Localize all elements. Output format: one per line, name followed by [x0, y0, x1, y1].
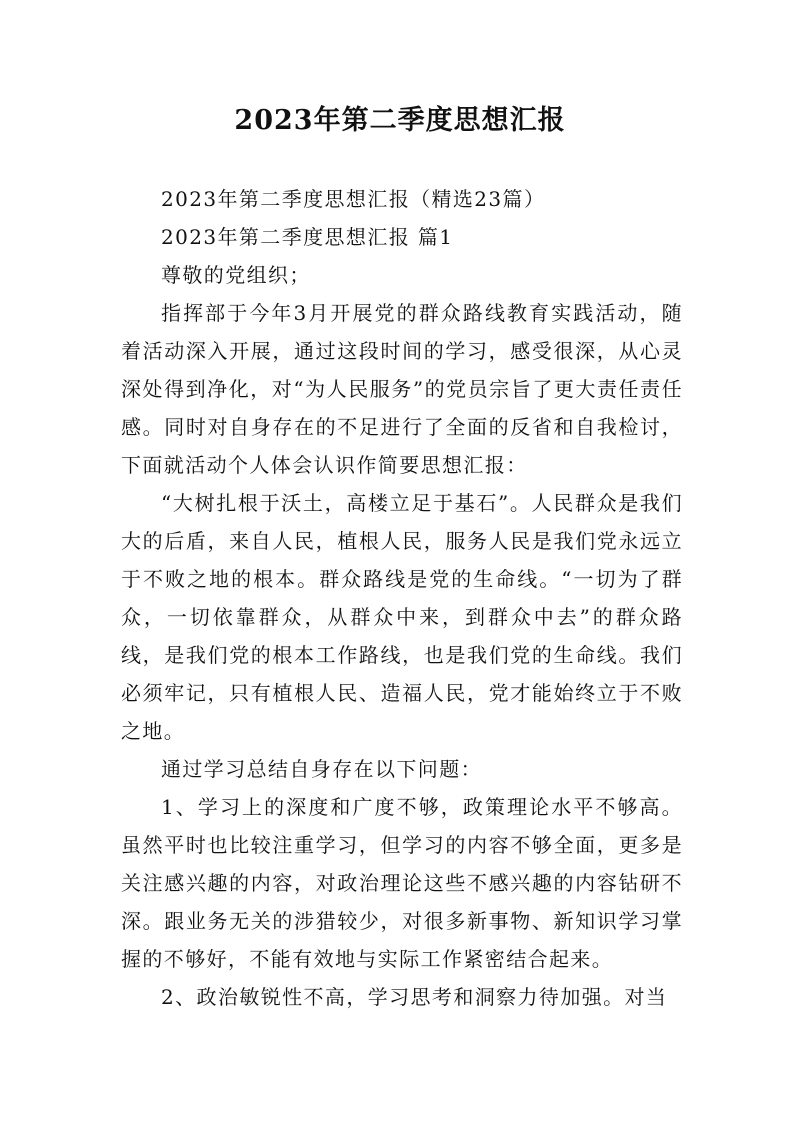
document-title: 2023年第二季度思想汇报 [234, 105, 566, 136]
body-paragraph: 2、政治敏锐性不高，学习思考和洞察力待加强。对当 [161, 985, 668, 1009]
body-paragraph: 1、学习上的深度和广度不够，政策理论水平不够高。虽然平时也比较注重学习，但学习的内容不够全面，更多是关注感兴趣的内容，对政治理论这些不感兴趣的内容钻研不深。跟业务无关的涉猎较少，对很多新事物、新知识学习掌握的不够好，不能有效地与实际工作紧密结合起来。 [121, 795, 683, 971]
section-heading: 2023年第二季度思想汇报 篇1 [161, 225, 454, 249]
salutation: 尊敬的党组织； [161, 263, 311, 287]
document-body [121, 180, 683, 1016]
body-paragraph: 通过学习总结自身存在以下问题： [161, 757, 482, 781]
body-paragraph: 指挥部于今年3月开展党的群众路线教育实践活动，随着活动深入开展，通过这段时间的学习，感受很深，从心灵深处得到净化，对“为人民服务”的党员宗旨了更大责任责任感。同时对自身存在的不足进行了全面的反省和自我检讨，下面就活动个人体会认识作简要思想汇报： [121, 301, 683, 477]
subtitle-paragraph: 2023年第二季度思想汇报（精选23篇） [161, 187, 546, 211]
body-paragraph: “大树扎根于沃土，高楼立足于基石”。人民群众是我们大的后盾，来自人民，植根人民，服务人民是我们党永远立于不败之地的根本。群众路线是党的生命线。“一切为了群众，一切依靠群众，从群众中来，到群众中去”的群众路线，是我们党的根本工作路线，也是我们党的生命线。我们必须牢记，只有植根人民、造福人民，党才能始终立于不败之地。 [121, 491, 683, 743]
